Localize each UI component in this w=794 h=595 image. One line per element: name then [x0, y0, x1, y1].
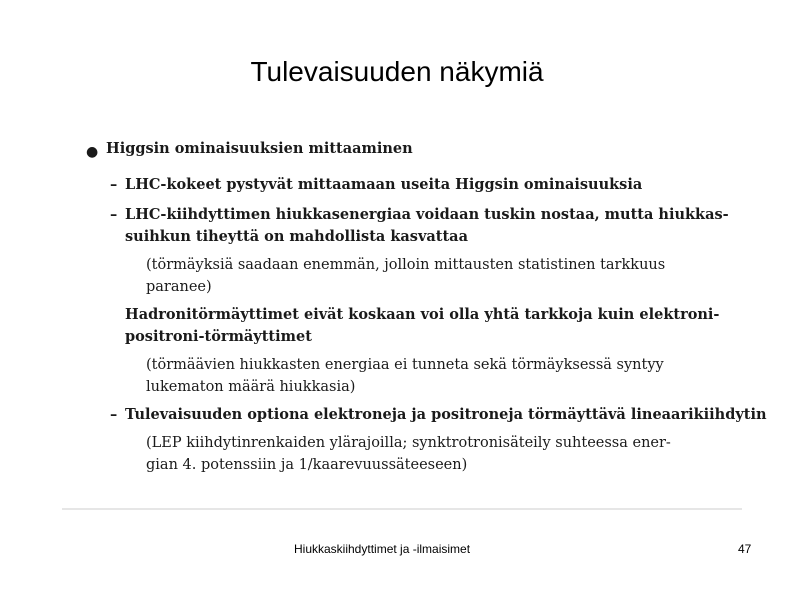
bullet-heading: Higgsin ominaisuuksien mittaaminen — [106, 140, 413, 157]
footer-page-number: 47 — [738, 542, 752, 556]
item-hadron-colliders-line2: positroni-törmäyttimet — [125, 328, 312, 345]
item-linear-note-line1: (LEP kiihdytinrenkaiden ylärajoilla; synktrotronisäteily suhteessa ener- — [146, 435, 671, 451]
slide-title: Tulevaisuuden näkymiä — [250, 56, 544, 87]
footer-course-title: Hiukkaskiihdyttimet ja -ilmaisimet — [294, 542, 471, 556]
item-lhc-note-line2: paranee) — [146, 279, 212, 295]
dash-marker-3: – — [110, 406, 118, 423]
item-lhc-experiments: LHC-kokeet pystyvät mittaamaan useita Higgsin ominaisuuksia — [125, 176, 643, 193]
item-hadron-note-line2: lukematon määrä hiukkasia) — [146, 379, 356, 395]
item-linear-collider: Tulevaisuuden optiona elektroneja ja positroneja törmäyttävä lineaarikiihdytin — [125, 406, 767, 423]
bullet-dot-icon: ● — [86, 144, 99, 160]
item-lhc-note-line1: (törmäyksiä saadaan enemmän, jolloin mittausten statistinen tarkkuus — [146, 257, 666, 273]
dash-marker-2: – — [110, 206, 118, 223]
item-hadron-note-line1: (törmäävien hiukkasten energiaa ei tunneta sekä törmäyksessä syntyy — [146, 357, 664, 373]
dash-marker-1: – — [110, 176, 118, 193]
item-lhc-accelerator-line2: suihkun tiheyttä on mahdollista kasvattaa — [125, 228, 468, 245]
content-divider — [62, 508, 742, 510]
item-hadron-colliders-line1: Hadronitörmäyttimet eivät koskaan voi olla yhtä tarkkoja kuin elektroni- — [125, 306, 720, 323]
item-lhc-accelerator-line1: LHC-kiihdyttimen hiukkasenergiaa voidaan tuskin nostaa, mutta hiukkas- — [125, 206, 729, 223]
item-linear-note-line2: gian 4. potenssiin ja 1/kaarevuussäteeseen) — [146, 457, 468, 473]
